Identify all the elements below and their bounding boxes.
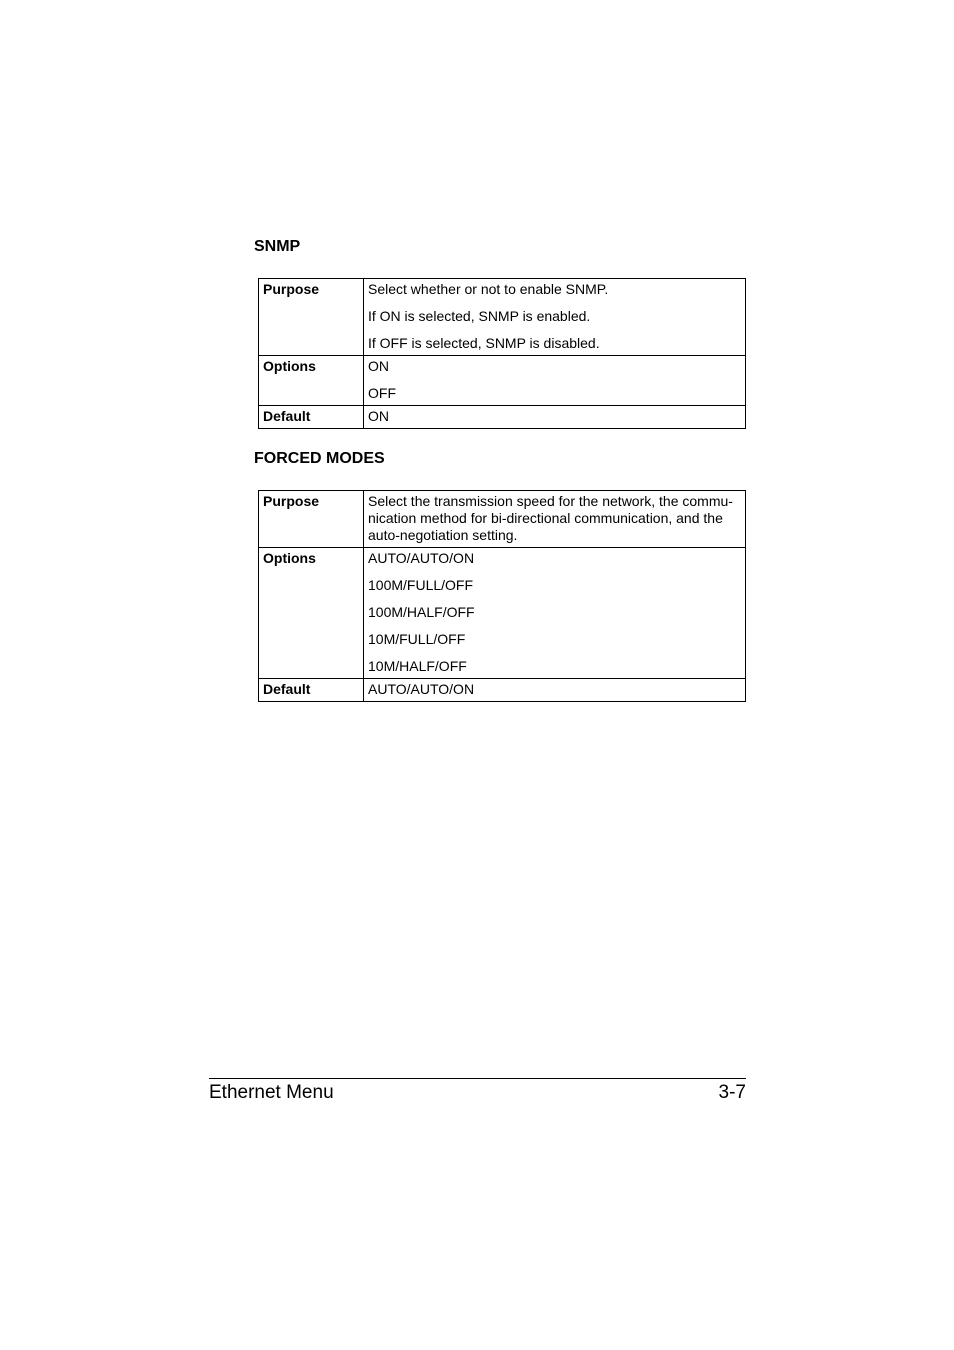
option-item: 100M/HALF/OFF	[368, 604, 475, 620]
purpose-line: If ON is selected, SNMP is enabled.	[368, 308, 591, 324]
forced-modes-table	[258, 490, 746, 702]
table-row	[259, 679, 746, 702]
footer-section-title: Ethernet Menu	[209, 1082, 334, 1103]
purpose-value	[364, 279, 746, 356]
option-item: ON	[368, 358, 389, 374]
purpose-line: If OFF is selected, SNMP is disabled.	[368, 335, 600, 351]
default-value	[364, 679, 746, 702]
options-label: Options	[259, 356, 364, 406]
table-row	[259, 548, 746, 679]
table-row	[259, 406, 746, 429]
purpose-line: Select whether or not to enable SNMP.	[368, 281, 609, 297]
purpose-value	[364, 491, 746, 548]
option-item: OFF	[368, 385, 396, 401]
purpose-label: Purpose	[259, 279, 364, 356]
table-row	[259, 356, 746, 406]
purpose-label: Purpose	[259, 491, 364, 548]
option-item: AUTO/AUTO/ON	[368, 550, 475, 566]
footer-divider	[209, 1078, 746, 1079]
purpose-text: Select the transmission speed for the network, the commu-nication method for bi-directional communication, and the auto-negotiation setting.	[368, 493, 733, 543]
default-item: AUTO/AUTO/ON	[368, 681, 475, 697]
snmp-heading: SNMP	[254, 238, 301, 255]
default-item: ON	[368, 408, 389, 424]
default-label: Default	[259, 679, 364, 702]
options-label: Options	[259, 548, 364, 679]
options-value	[364, 548, 746, 679]
forced-modes-heading: FORCED MODES	[254, 450, 385, 467]
option-item: 10M/FULL/OFF	[368, 631, 466, 647]
table-row	[259, 491, 746, 548]
footer-page-number: 3-7	[718, 1082, 746, 1103]
default-value	[364, 406, 746, 429]
table-row	[259, 279, 746, 356]
option-item: 100M/FULL/OFF	[368, 577, 474, 593]
option-item: 10M/HALF/OFF	[368, 658, 467, 674]
default-label: Default	[259, 406, 364, 429]
options-value	[364, 356, 746, 406]
snmp-table	[258, 278, 746, 429]
